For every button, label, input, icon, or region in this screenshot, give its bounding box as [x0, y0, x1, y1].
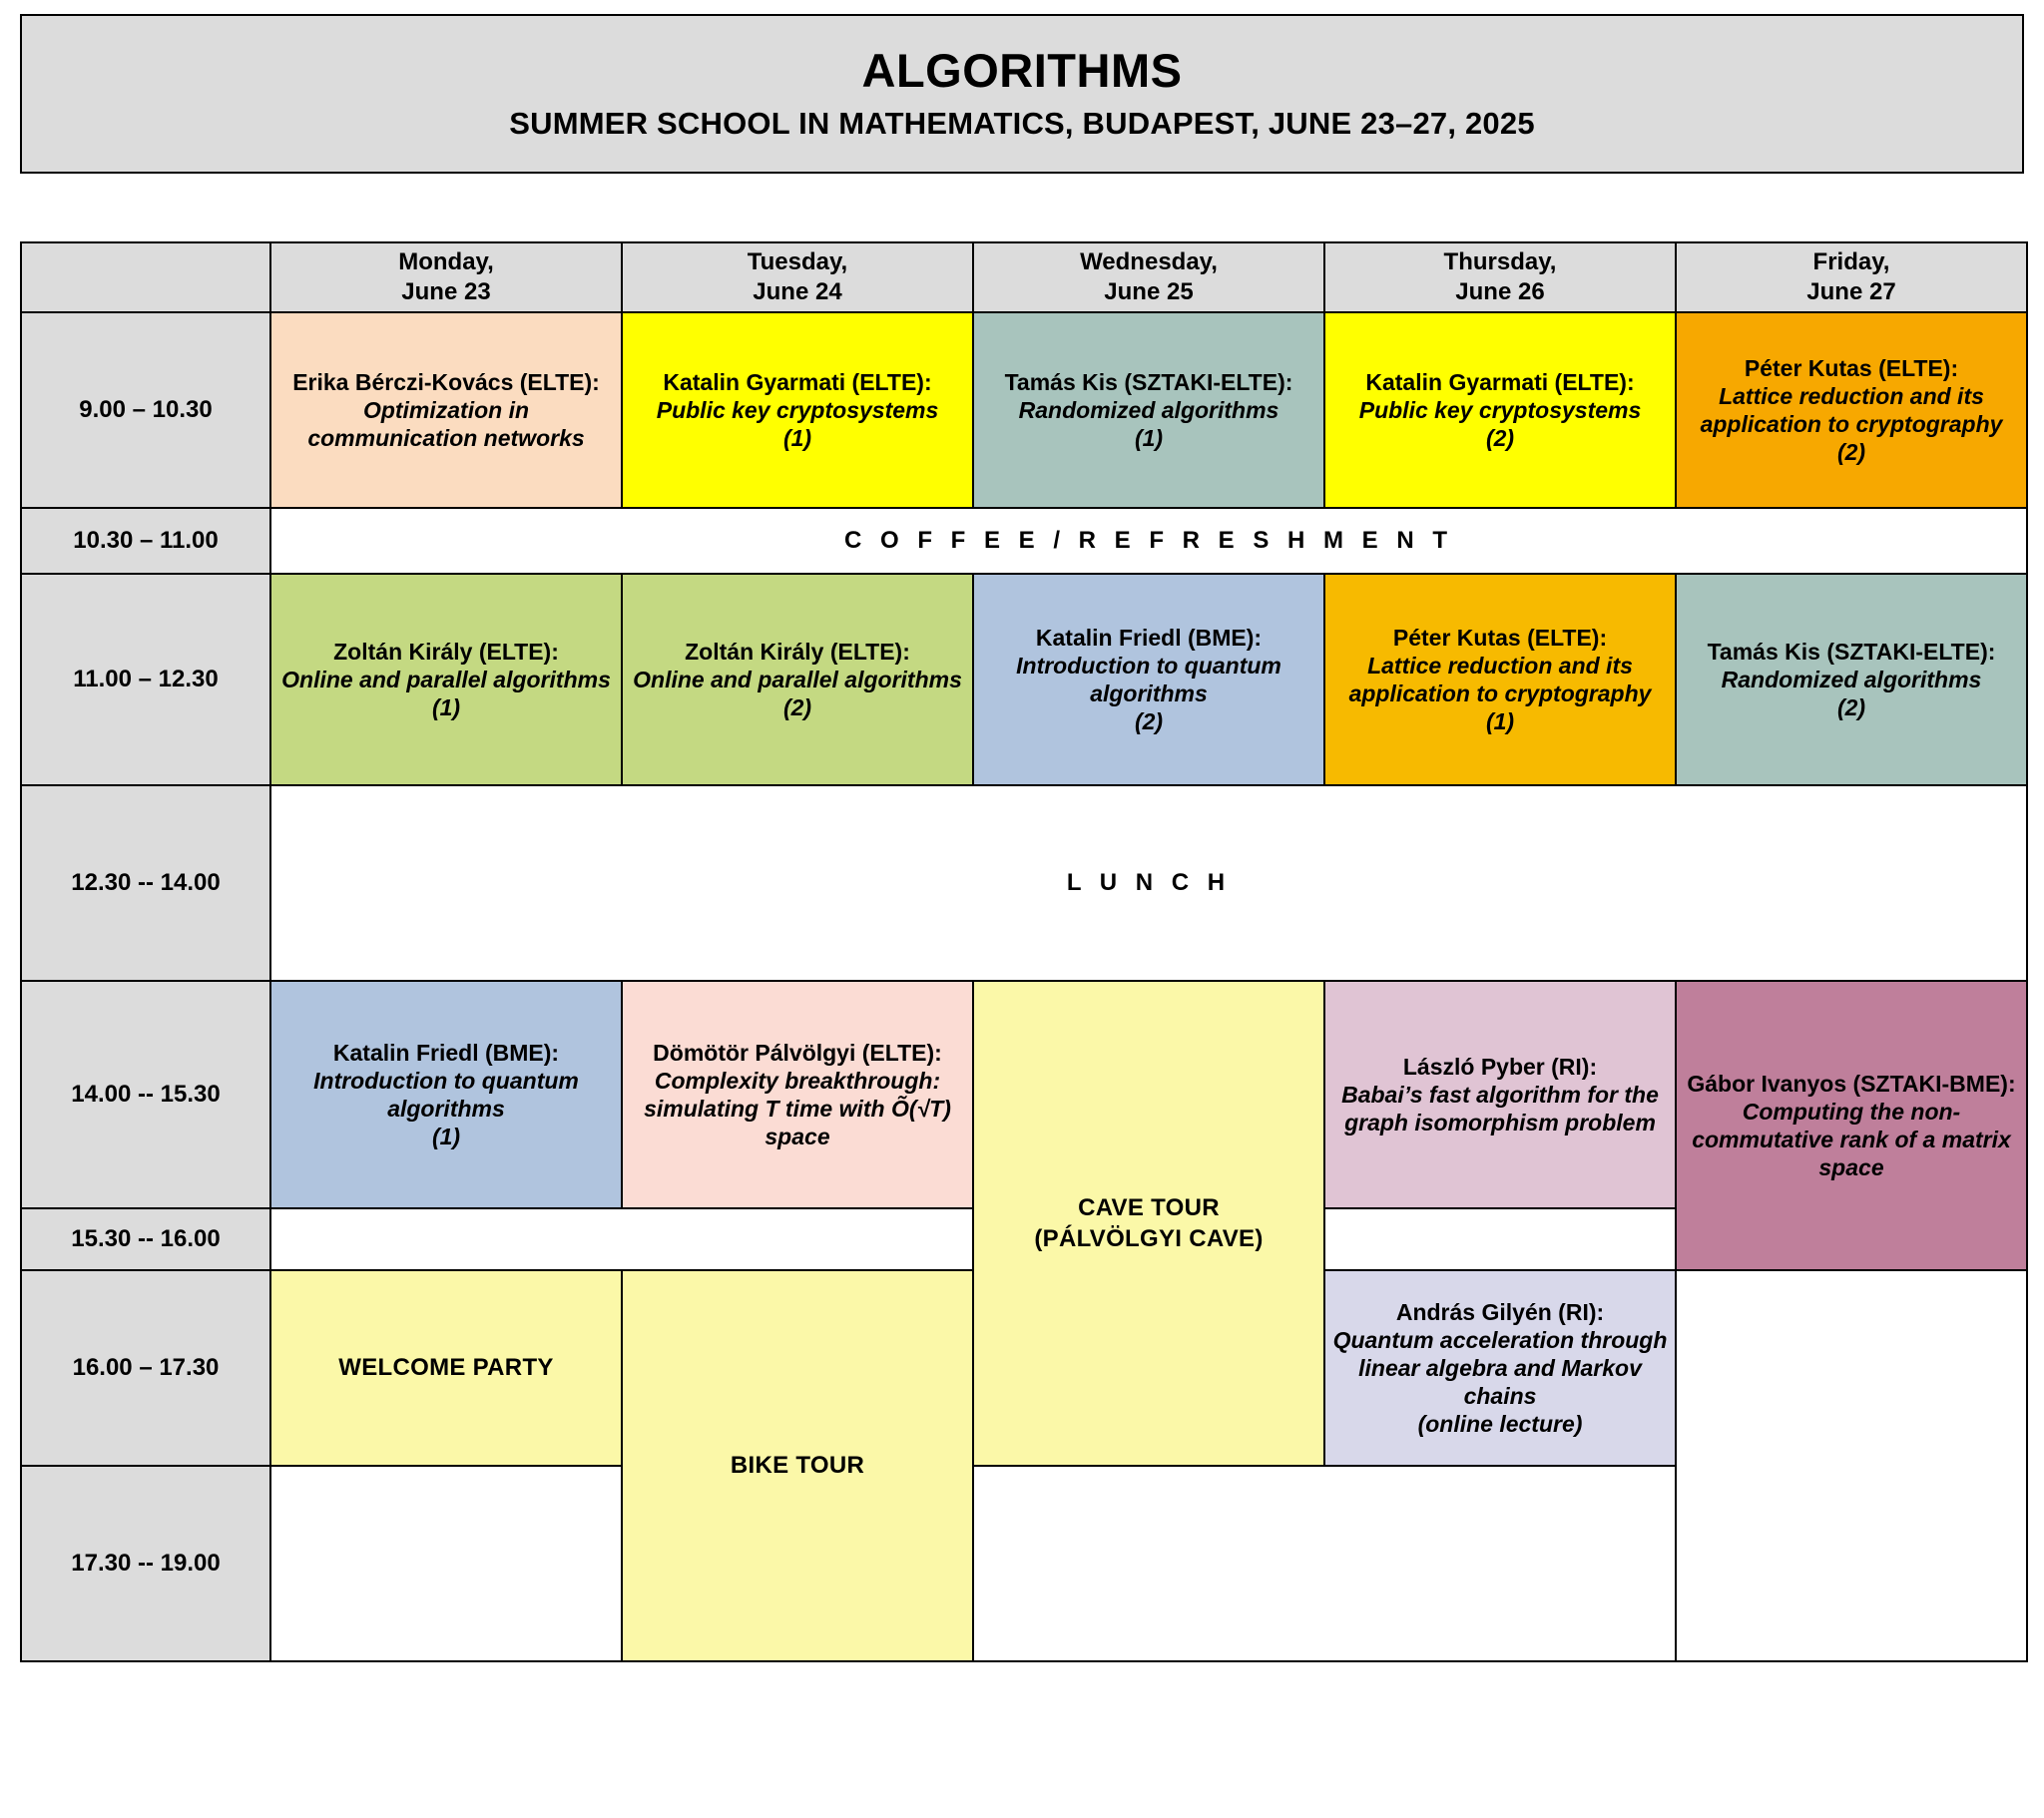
session-speaker: Gábor Ivanyos (SZTAKI-BME):: [1687, 1070, 2016, 1097]
session-cell: [973, 312, 1324, 508]
session-title: Introduction to quantum algorithms: [1016, 652, 1281, 706]
day-header-tuesday: Tuesday, June 24: [622, 242, 973, 312]
session-part-number: (2): [1485, 425, 1515, 452]
session-speaker: Erika Bérczi-Kovács (ELTE):: [292, 368, 600, 395]
session-speaker: András Gilyén (RI):: [1395, 1298, 1605, 1325]
session-title: Public key cryptosystems: [1358, 396, 1642, 423]
session-title: Online and parallel algorithms: [281, 666, 611, 692]
day-header-thursday: Thursday, June 26: [1324, 242, 1676, 312]
day-header-wednesday: Wednesday, June 25: [973, 242, 1324, 312]
empty-cell: [1324, 1208, 1676, 1270]
session-title: Computing the non-commutative rank of a matrix space: [1692, 1098, 2011, 1181]
table-row: [21, 981, 2027, 1208]
session-speaker: Péter Kutas (ELTE):: [1744, 354, 1959, 381]
time-label-slot1: 9.00 – 10.30: [21, 312, 270, 508]
online-lecture-cell: [1324, 1270, 1676, 1466]
session-speaker: Zoltán Király (ELTE):: [685, 638, 910, 665]
session-title: Public key cryptosystems: [656, 396, 939, 423]
schedule-table: [20, 241, 2028, 1662]
session-speaker: Tamás Kis (SZTAKI-ELTE):: [1004, 368, 1293, 395]
session-title: Complexity breakthrough: simulating T time with Õ(√T) space: [644, 1067, 951, 1150]
session-part-number: (1): [782, 425, 812, 452]
welcome-party-cell: WELCOME PARTY: [270, 1270, 622, 1466]
time-label-slot5: 17.30 -- 19.00: [21, 1466, 270, 1661]
table-row: [21, 785, 2027, 981]
session-part-number: (online lecture): [1417, 1411, 1583, 1438]
session-cell: [973, 574, 1324, 785]
empty-cell: [270, 1466, 622, 1661]
table-row: [21, 508, 2027, 574]
lunch-break-cell: L U N C H: [270, 785, 2027, 981]
session-cell: [1676, 981, 2027, 1270]
session-cell: [270, 574, 622, 785]
empty-cell: [973, 1466, 1676, 1661]
session-speaker: László Pyber (RI):: [1402, 1053, 1598, 1080]
session-part-number: (2): [1836, 694, 1866, 721]
cave-tour-cell: CAVE TOUR (PÁLVÖLGYI CAVE): [973, 981, 1324, 1466]
day-header-friday: Friday, June 27: [1676, 242, 2027, 312]
header-banner: [20, 14, 2024, 174]
session-title: Online and parallel algorithms: [633, 666, 962, 692]
session-part-number: (1): [1134, 425, 1164, 452]
time-label-lunch: 12.30 -- 14.00: [21, 785, 270, 981]
day-header-monday: Monday, June 23: [270, 242, 622, 312]
session-cell: [1324, 312, 1676, 508]
table-row: [21, 312, 2027, 508]
empty-cell: [1676, 1270, 2027, 1661]
session-speaker: Katalin Gyarmati (ELTE):: [663, 368, 932, 395]
session-part-number: (1): [431, 1124, 461, 1150]
session-title: Randomized algorithms: [1721, 666, 1982, 692]
page-title: ALGORITHMS: [861, 44, 1183, 98]
session-title: Introduction to quantum algorithms: [313, 1067, 579, 1122]
session-cell: [1676, 312, 2027, 508]
session-cell: [622, 312, 973, 508]
session-cell: [1324, 981, 1676, 1208]
page-subtitle: SUMMER SCHOOL IN MATHEMATICS, BUDAPEST, JUNE 23–27, 2025: [509, 105, 1535, 141]
time-label-slot3: 14.00 -- 15.30: [21, 981, 270, 1208]
session-cell: [1324, 574, 1676, 785]
session-title: Lattice reduction and its application to cryptography: [1348, 652, 1652, 706]
coffee-break-cell: C O F F E E / R E F R E S H M E N T: [270, 508, 2027, 574]
session-cell: [270, 312, 622, 508]
timetable-container: [18, 241, 2026, 1662]
session-speaker: Katalin Friedl (BME):: [1035, 624, 1263, 651]
table-row: [21, 574, 2027, 785]
session-cell: [622, 574, 973, 785]
session-speaker: Katalin Gyarmati (ELTE):: [1365, 368, 1635, 395]
session-cell: [622, 981, 973, 1208]
session-title: Quantum acceleration through linear algebra and Markov chains: [1332, 1326, 1668, 1410]
time-label-coffee: 10.30 – 11.00: [21, 508, 270, 574]
session-part-number: (2): [1836, 439, 1866, 466]
session-title: Lattice reduction and its application to cryptography: [1700, 382, 2003, 437]
session-part-number: (2): [1134, 708, 1164, 735]
session-part-number: (2): [782, 694, 812, 721]
session-part-number: (1): [1485, 708, 1515, 735]
session-speaker: Péter Kutas (ELTE):: [1392, 624, 1608, 651]
session-part-number: (1): [431, 694, 461, 721]
corner-cell: [21, 242, 270, 312]
session-title: Randomized algorithms: [1018, 396, 1279, 423]
time-label-slot4: 16.00 – 17.30: [21, 1270, 270, 1466]
session-cell: [1676, 574, 2027, 785]
time-label-slot2: 11.00 – 12.30: [21, 574, 270, 785]
session-speaker: Tamás Kis (SZTAKI-ELTE):: [1707, 638, 1996, 665]
table-header-row: [21, 242, 2027, 312]
session-title: Babai’s fast algorithm for the graph isomorphism problem: [1341, 1081, 1659, 1136]
session-title: Optimization in communication networks: [307, 396, 585, 452]
session-speaker: Katalin Friedl (BME):: [332, 1039, 560, 1066]
empty-cell: [270, 1208, 973, 1270]
bike-tour-cell: BIKE TOUR: [622, 1270, 973, 1661]
session-speaker: Zoltán Király (ELTE):: [333, 638, 559, 665]
session-speaker: Dömötör Pálvölgyi (ELTE):: [653, 1039, 942, 1066]
time-label-break2: 15.30 -- 16.00: [21, 1208, 270, 1270]
session-cell: [270, 981, 622, 1208]
